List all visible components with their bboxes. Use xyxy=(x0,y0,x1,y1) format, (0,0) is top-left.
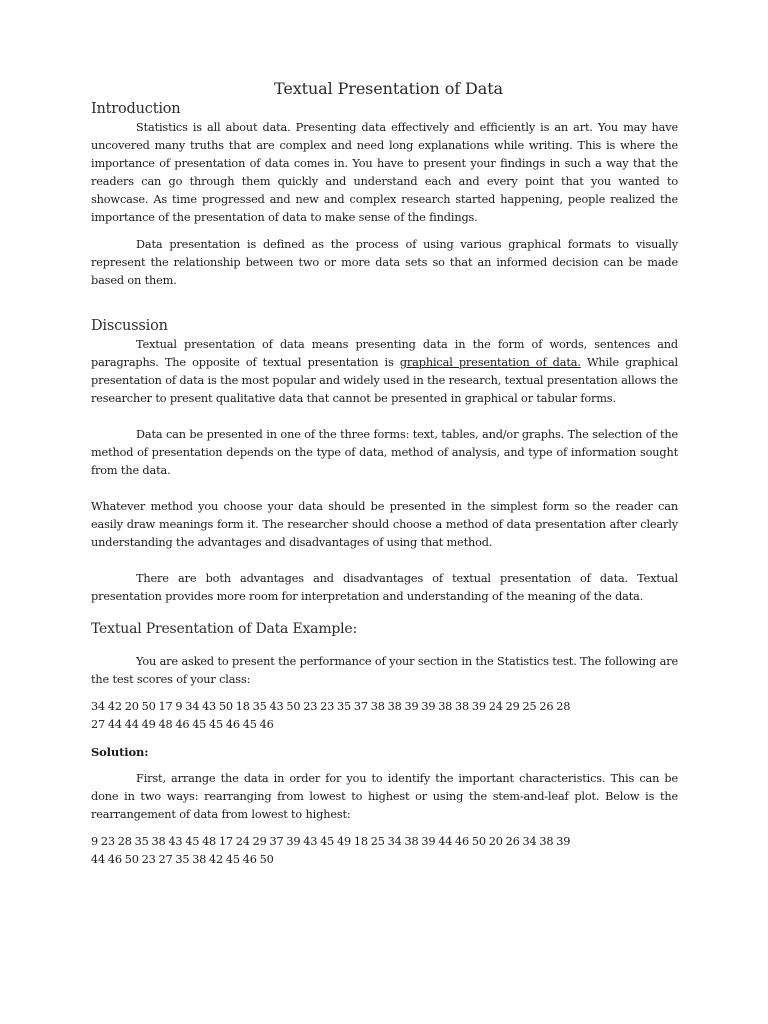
discussion-paragraph-3: Whatever method you choose your data should be presented in the simplest form so the reader can easily draw meanings form it. The researcher should choose a method of data presentation after clearly understanding the advantages and disadvantages of using that method. xyxy=(91,500,678,549)
introduction-paragraph-1: Statistics is all about data. Presenting data effectively and efficiently is an art. You may have uncovered many truths that are complex and need long explanations while writing. This is where the importance of presentation of data comes in. You have to present your findings in such a way that the readers can go through them quickly and understand each and every point that you wanted to showcase. As time progressed and new and complex research started happening, people realized the importance of the presentation of data to make sense of the findings. xyxy=(91,121,678,224)
sorted-scores-line-1: 9 23 28 35 38 43 45 48 17 24 29 37 39 43 45 49 18 25 34 38 39 44 46 50 20 26 34 38 39 xyxy=(91,835,571,848)
sorted-scores-line-2: 44 46 50 23 27 35 38 42 45 46 50 xyxy=(91,853,274,866)
graphical-presentation-link[interactable]: graphical presentation of data. xyxy=(399,356,581,369)
example-paragraph-1: You are asked to present the performance of your section in the Statistics test. The following are the test scores of your class: xyxy=(91,655,678,686)
document-title: Textual Presentation of Data xyxy=(274,79,503,98)
example-heading: Textual Presentation of Data Example: xyxy=(91,621,358,637)
document-page xyxy=(91,78,678,869)
solution-label: Solution: xyxy=(91,745,149,759)
test-scores-line-2: 27 44 44 49 48 46 45 45 46 45 46 xyxy=(91,718,274,731)
test-scores-line-1: 34 42 20 50 17 9 34 43 50 18 35 43 50 23 23 35 37 38 38 39 39 38 38 39 24 29 25 26 28 xyxy=(91,700,571,713)
discussion-text: While graphical presentation of data is the most popular and widely used in the research, textual presentation allows the researcher to present qualitative data that cannot be presented in graphical or tabular forms. xyxy=(91,356,678,405)
introduction-paragraph-2: Data presentation is defined as the process of using various graphical formats to visually represent the relationship between two or more data sets so that an informed decision can be made based on them. xyxy=(91,238,678,287)
discussion-paragraph-1 xyxy=(91,336,678,408)
discussion-paragraph-2: Data can be presented in one of the three forms: text, tables, and/or graphs. The selection of the method of presentation depends on the type of data, method of analysis, and type of information sought from the data. xyxy=(91,428,678,477)
discussion-heading: Discussion xyxy=(91,318,168,334)
discussion-text: Textual presentation of data means presenting data in the form of words, sentences and paragraphs. The opposite of textual presentation is xyxy=(91,338,678,369)
solution-paragraph: First, arrange the data in order for you to identify the important characteristics. This can be done in two ways: rearranging from lowest to highest or using the stem-and-leaf plot. Below is the rearrangement of data from lowest to highest: xyxy=(91,772,678,821)
discussion-paragraph-4: There are both advantages and disadvantages of textual presentation of data. Textual presentation provides more room for interpretation and understanding of the meaning of the data. xyxy=(91,572,678,603)
introduction-heading: Introduction xyxy=(91,101,181,117)
